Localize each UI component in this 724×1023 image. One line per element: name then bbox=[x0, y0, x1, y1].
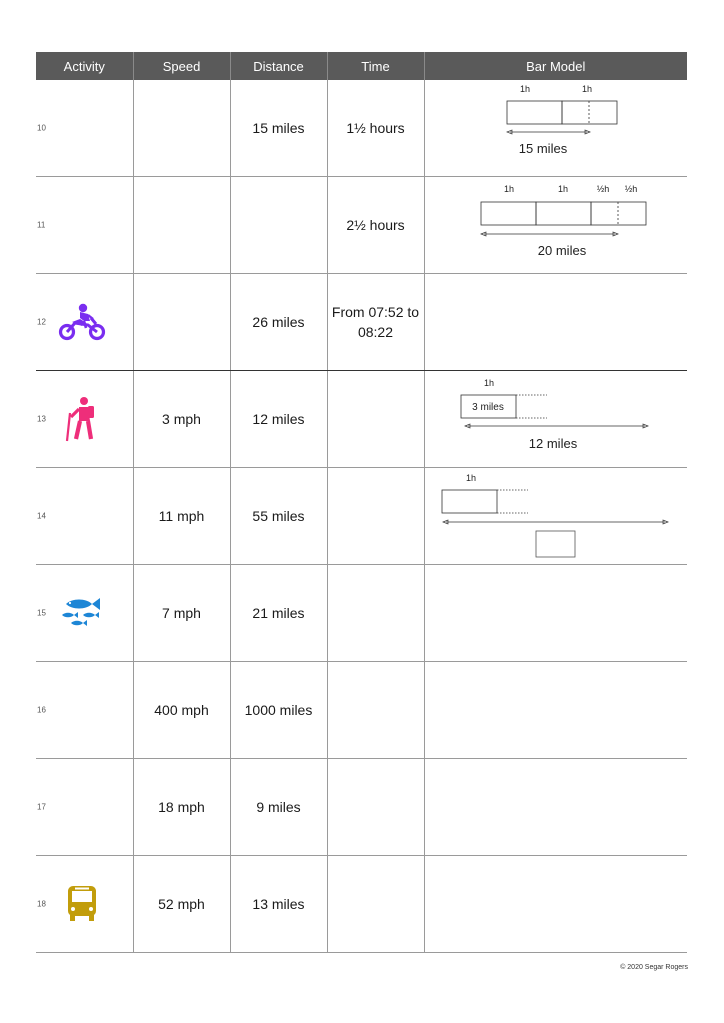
total-distance-label: 20 miles bbox=[537, 243, 586, 258]
header-distance: Distance bbox=[230, 52, 327, 80]
activity-cell bbox=[36, 565, 133, 662]
bar-model-diagram bbox=[425, 371, 688, 467]
bar-model-diagram bbox=[425, 177, 688, 273]
hiker-icon bbox=[58, 395, 106, 443]
distance-cell bbox=[230, 177, 327, 274]
segment-label: 1h bbox=[581, 84, 592, 94]
bar-model-diagram bbox=[425, 80, 688, 176]
bar-model-cell bbox=[424, 80, 687, 177]
header-activity: Activity bbox=[36, 52, 133, 80]
distance-cell: 55 miles bbox=[230, 468, 327, 565]
header-row bbox=[36, 52, 687, 80]
distance-cell: 13 miles bbox=[230, 856, 327, 953]
speed-cell: 11 mph bbox=[133, 468, 230, 565]
bar-segment bbox=[442, 490, 497, 513]
bar-model-cell bbox=[424, 565, 687, 662]
speed-cell: 7 mph bbox=[133, 565, 230, 662]
activity-cell bbox=[36, 468, 133, 565]
table-row bbox=[36, 662, 687, 759]
question-number: 14 bbox=[37, 511, 46, 521]
segment-label: ½h bbox=[596, 184, 609, 194]
time-cell bbox=[327, 856, 424, 953]
distance-cell: 1000 miles bbox=[230, 662, 327, 759]
time-cell: 2½ hours bbox=[327, 177, 424, 274]
segment-label: 1h bbox=[519, 84, 530, 94]
bar-model-cell bbox=[424, 856, 687, 953]
time-cell bbox=[327, 759, 424, 856]
activity-cell bbox=[36, 274, 133, 371]
bar-model-cell bbox=[424, 662, 687, 759]
worksheet-table bbox=[36, 52, 687, 953]
bar-segment bbox=[591, 202, 646, 225]
bar-model-cell bbox=[424, 468, 687, 565]
table-row bbox=[36, 565, 687, 662]
unit-value-label: 3 miles bbox=[471, 402, 504, 413]
time-cell bbox=[327, 565, 424, 662]
distance-cell: 26 miles bbox=[230, 274, 327, 371]
distance-cell: 21 miles bbox=[230, 565, 327, 662]
activity-cell bbox=[36, 662, 133, 759]
fish-icon bbox=[58, 597, 106, 629]
question-number: 17 bbox=[37, 802, 46, 812]
bar-segment bbox=[562, 101, 617, 124]
table-row bbox=[36, 468, 687, 565]
activity-cell bbox=[36, 371, 133, 468]
question-number: 10 bbox=[37, 123, 46, 133]
segment-label: 1h bbox=[503, 184, 514, 194]
distance-cell: 9 miles bbox=[230, 759, 327, 856]
speed-cell bbox=[133, 177, 230, 274]
bar-model-cell bbox=[424, 274, 687, 371]
table-row bbox=[36, 177, 687, 274]
motorcycle-icon bbox=[58, 302, 106, 342]
speed-cell: 3 mph bbox=[133, 371, 230, 468]
table-row bbox=[36, 80, 687, 177]
activity-cell bbox=[36, 80, 133, 177]
activity-cell bbox=[36, 177, 133, 274]
time-cell: From 07:52 to 08:22 bbox=[327, 274, 424, 371]
unit-time-label: 1h bbox=[465, 473, 476, 483]
time-cell: 1½ hours bbox=[327, 80, 424, 177]
bar-model-cell bbox=[424, 759, 687, 856]
speed-cell bbox=[133, 274, 230, 371]
total-distance-label: 15 miles bbox=[518, 141, 567, 156]
bar-model-cell bbox=[424, 177, 687, 274]
table-row bbox=[36, 371, 687, 468]
total-distance-label: 12 miles bbox=[528, 436, 577, 451]
question-number: 13 bbox=[37, 414, 46, 424]
time-cell bbox=[327, 662, 424, 759]
bar-model-cell bbox=[424, 371, 687, 468]
time-cell bbox=[327, 371, 424, 468]
segment-label: ½h bbox=[624, 184, 637, 194]
question-number: 16 bbox=[37, 705, 46, 715]
speed-cell: 18 mph bbox=[133, 759, 230, 856]
question-number: 15 bbox=[37, 608, 46, 618]
speed-cell: 52 mph bbox=[133, 856, 230, 953]
header-speed: Speed bbox=[133, 52, 230, 80]
header-bar-model: Bar Model bbox=[424, 52, 687, 80]
question-number: 12 bbox=[37, 317, 46, 327]
table-row bbox=[36, 856, 687, 953]
segment-label: 1h bbox=[557, 184, 568, 194]
unit-time-label: 1h bbox=[483, 378, 494, 388]
table-row bbox=[36, 274, 687, 371]
distance-cell: 15 miles bbox=[230, 80, 327, 177]
activity-cell bbox=[36, 856, 133, 953]
speed-cell: 400 mph bbox=[133, 662, 230, 759]
bar-model-diagram bbox=[425, 468, 688, 564]
question-number: 11 bbox=[37, 220, 46, 230]
distance-cell: 12 miles bbox=[230, 371, 327, 468]
header-time: Time bbox=[327, 52, 424, 80]
question-number: 18 bbox=[37, 899, 46, 909]
activity-cell bbox=[36, 759, 133, 856]
table-row bbox=[36, 759, 687, 856]
bar-segment bbox=[507, 101, 562, 124]
copyright-footer: © 2020 Segar Rogers bbox=[620, 964, 688, 971]
time-cell bbox=[327, 468, 424, 565]
bar-segment bbox=[536, 202, 591, 225]
bar-segment bbox=[481, 202, 536, 225]
speed-cell bbox=[133, 80, 230, 177]
bus-icon bbox=[58, 884, 106, 924]
answer-box[interactable] bbox=[536, 531, 575, 557]
